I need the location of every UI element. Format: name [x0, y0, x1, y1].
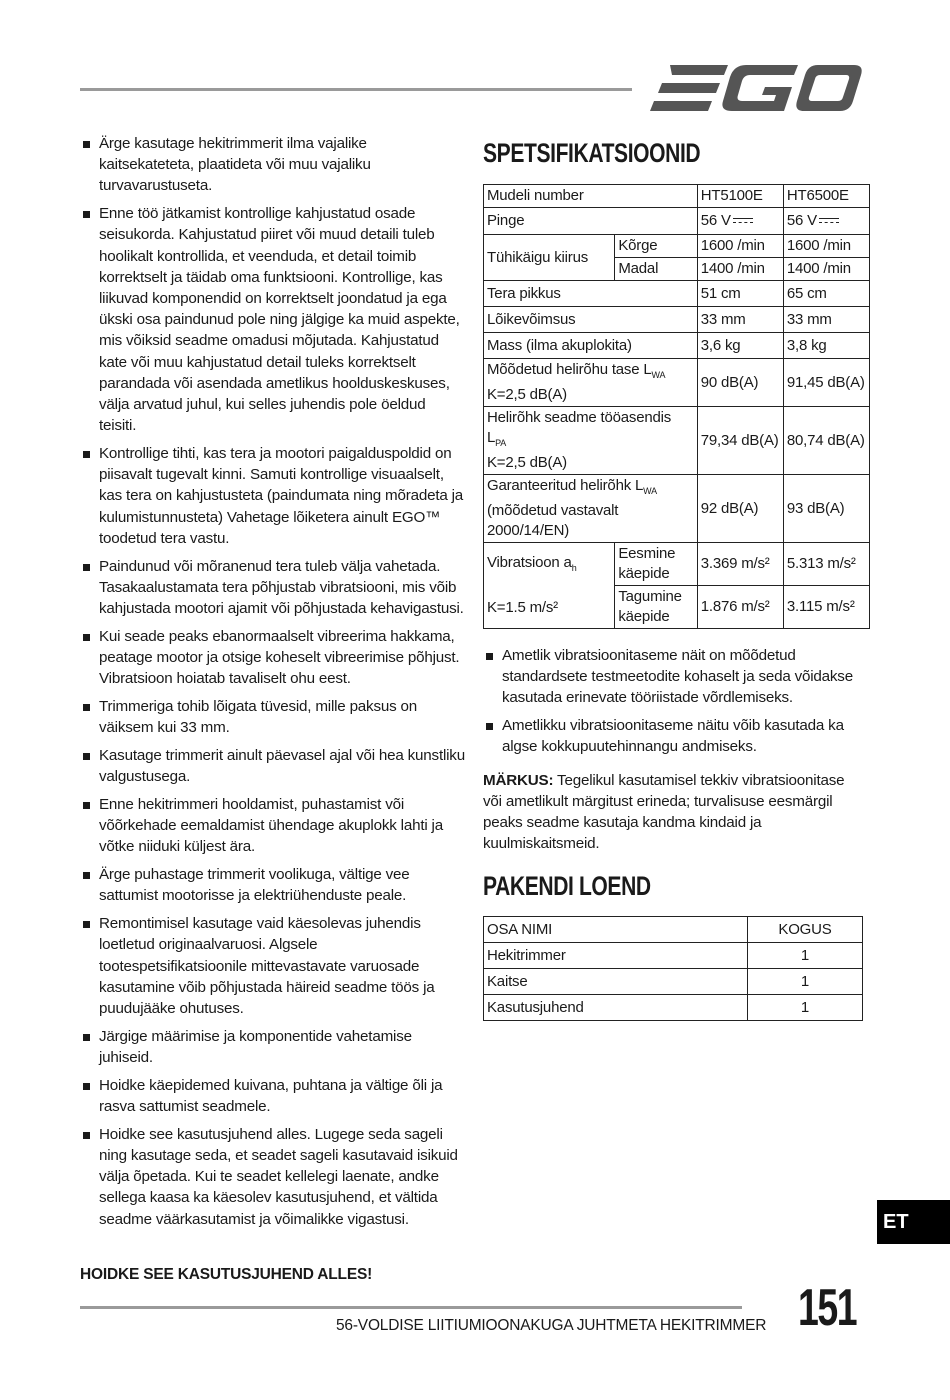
table-row [484, 208, 870, 235]
table-row [484, 543, 870, 586]
spec-value: 51 cm [697, 281, 783, 307]
table-row [484, 359, 870, 407]
list-item: Remontimisel kasutage vaid käesolevas juhendis loetletud originaalvaruosi. Algsele tootespetsifikatsioonile mittevastavate varuosade kasutamine võib põhjustada häireid seadme töös ja puudujääke ohutuses. [80, 913, 465, 1019]
pack-title: PAKENDI LOEND [483, 871, 651, 901]
list-item: Ärge puhastage trimmerit voolikuga, vältige vee sattumist mootorisse ja elektriühenduste peale. [80, 864, 465, 906]
table-row [484, 307, 870, 333]
list-item: Ametlikku vibratsioonitaseme näitu võib kasutada ka algse kokkupuutehinnangu andmiseks. [483, 715, 873, 757]
spec-label: Helirõhk seadme tööasendis $L_{PA}$ K=2,5 dB(A) [484, 407, 698, 475]
list-item: Enne hekitrimmeri hooldamist, puhastamist või võõrkehade eemaldamist ühendage akuplokk lahti ja võtke niiduki küljest ära. [80, 794, 465, 858]
footer-rule [80, 1306, 742, 1309]
list-item: Trimmeriga tohib lõigata tüvesid, mille paksus on väiksem kui 33 mm. [80, 696, 465, 738]
specifications-section [483, 135, 873, 854]
ego-logo [650, 63, 862, 113]
list-item: Järgige määrimise ja komponentide vahetamise juhiseid. [80, 1026, 465, 1068]
spec-label: Mudeli number [484, 185, 698, 208]
spec-value: 56 V [697, 208, 783, 235]
list-item: Ametlik vibratsioonitaseme näit on mõõdetud standardsete testmeetodite kohaselt ja seda võidakse kasutada erinevate tööriistade võrdlemiseks. [483, 645, 873, 709]
table-row [484, 943, 863, 969]
spec-label: Garanteeritud helirõhk $L_{WA}$ (mõõdetud vastavalt 2000/14/EN) [484, 475, 698, 543]
safety-bullet-list [80, 133, 465, 1230]
column-header: KOGUS [748, 917, 863, 943]
table-row [484, 185, 870, 208]
spec-value: 1600 /min [697, 235, 783, 258]
spec-value: 80,74 dB(A) [783, 407, 869, 475]
list-item: Kui seade peaks ebanormaalselt vibreerima hakkama, peatage mootor ja otsige koheselt vibreerimise põhjust. Vibratsioon hoiatab tavaliselt ohu eest. [80, 626, 465, 690]
spec-value: 1600 /min [783, 235, 869, 258]
table-row [484, 235, 870, 258]
safety-instructions [80, 133, 465, 1236]
spec-value: 92 dB(A) [697, 475, 783, 543]
part-name: Hekitrimmer [484, 943, 748, 969]
pack-table [483, 916, 863, 1021]
spec-sublabel: Tagumine käepide [615, 586, 697, 629]
vibration-notes-list [483, 645, 873, 758]
spec-value: 3,6 kg [697, 333, 783, 359]
list-item: Kontrollige tihti, kas tera ja mootori paigalduspoldid on piisavalt tugevalt kinni. Samuti kontrollige visuaalselt, kas tera on kahjustusteta (paindumata ning mõradeta ja kulumistunnusteta) Vahetage lõiketera ainult EGO™ toodetud tera vastu. [80, 443, 465, 549]
table-header-row [484, 917, 863, 943]
header-rule [80, 88, 632, 91]
footer-title: 56-VOLDISE LIITIUMIOONAKUGA JUHTMETA HEKITRIMMER [336, 1317, 767, 1334]
list-item: Kasutage trimmerit ainult päevasel ajal või hea kunstliku valgustusega. [80, 745, 465, 787]
keep-manual-notice: HOIDKE SEE KASUTUSJUHEND ALLES! [80, 1266, 373, 1283]
table-row [484, 333, 870, 359]
list-item: Paindunud või mõranenud tera tuleb välja vahetada. Tasakaalustamata tera põhjustab vibratsiooni, mis võib kahjustada mootori ajamit või põhjustada kehavigastusi. [80, 556, 465, 620]
spec-value: 93 dB(A) [783, 475, 869, 543]
table-row [484, 969, 863, 995]
spec-label: Tera pikkus [484, 281, 698, 307]
spec-value: 1400 /min [697, 258, 783, 281]
spec-label: Pinge [484, 208, 698, 235]
spec-value: 65 cm [783, 281, 869, 307]
spec-value: 33 mm [783, 307, 869, 333]
table-row [484, 475, 870, 543]
spec-sublabel: Kõrge [615, 235, 697, 258]
spec-value: 79,34 dB(A) [697, 407, 783, 475]
part-qty: 1 [748, 969, 863, 995]
spec-value: 1400 /min [783, 258, 869, 281]
dc-symbol-icon [733, 216, 753, 226]
part-name: Kaitse [484, 969, 748, 995]
list-item: Enne töö jätkamist kontrollige kahjustatud osade seisukorda. Kahjustatud piiret või muud detaili tuleb hoolikalt kontrollida, et veenduda, et detail toimib korrektselt ja täidab oma funktsiooni. Kontrollige, kas liikuvad komponendid on korrektselt joondatud ja ega ükski osa paindunud pole ning jälgige ka muid aspekte, mis võiksid seadme omadusi mõjutada. Kahjustatud kate või muu kahjustatud detail tuleks korrektselt parandada või asendada ametlikus hoolduskeskuses, välja arvatud juhul, kui selles juhendis pole öeldud teisiti. [80, 203, 465, 436]
spec-value: 33 mm [697, 307, 783, 333]
spec-value: 91,45 dB(A) [783, 359, 869, 407]
spec-value: 56 V [783, 208, 869, 235]
language-tab: ET [877, 1200, 950, 1244]
dc-symbol-icon [819, 216, 839, 226]
spec-title: SPETSIFIKATSIOONID [483, 138, 701, 168]
spec-table [483, 184, 870, 629]
spec-value: HT5100E [697, 185, 783, 208]
table-row [484, 407, 870, 475]
spec-label: Vibratsioon $a_h$ K=1.5 m/s² [484, 543, 615, 629]
part-qty: 1 [748, 943, 863, 969]
part-qty: 1 [748, 995, 863, 1021]
spec-value: 3.115 m/s² [783, 586, 869, 629]
spec-value: HT6500E [783, 185, 869, 208]
spec-sublabel: Madal [615, 258, 697, 281]
spec-label: Mõõdetud helirõhu tase $L_{WA}$ K=2,5 dB(A) [484, 359, 698, 407]
spec-sublabel: Eesmine käepide [615, 543, 697, 586]
list-item: Hoidke see kasutusjuhend alles. Lugege seda sageli ning kasutage seda, et seadet sageli kasutavaid isikuid välja õpetada. Kui te seadet kellelegi laenate, andke sellega kaasa ka käesolev kasutusjuhend, et vältida seadme väärkasutamist ja võimalikke vigastusi. [80, 1124, 465, 1230]
spec-value: 3,8 kg [783, 333, 869, 359]
spec-value: 3.369 m/s² [697, 543, 783, 586]
spec-value: 1.876 m/s² [697, 586, 783, 629]
note-paragraph [483, 770, 863, 855]
spec-label: Tühikäigu kiirus [484, 235, 615, 281]
spec-label: Lõikevõimsus [484, 307, 698, 333]
list-item: Hoidke käepidemed kuivana, puhtana ja vältige õli ja rasva sattumist seadmele. [80, 1075, 465, 1117]
note-text: Tegelikul kasutamisel tekkiv vibratsioonitase või ametlikult märgitust erineda; turvalisuse eesmärgil peaks seadme kasutaja kandma kindaid ja kuulmiskaitsmeid. [483, 771, 845, 853]
spec-value: 90 dB(A) [697, 359, 783, 407]
note-label: MÄRKUS: [483, 771, 554, 789]
list-item: Ärge kasutage hekitrimmerit ilma vajalike kaitsekateteta, plaatideta või muu vajaliku turvavarustuseta. [80, 133, 465, 197]
spec-value: 5.313 m/s² [783, 543, 869, 586]
table-row [484, 281, 870, 307]
part-name: Kasutusjuhend [484, 995, 748, 1021]
table-row [484, 995, 863, 1021]
page-number: 151 [798, 1279, 857, 1337]
spec-label: Mass (ilma akuplokita) [484, 333, 698, 359]
column-header: OSA NIMI [484, 917, 748, 943]
